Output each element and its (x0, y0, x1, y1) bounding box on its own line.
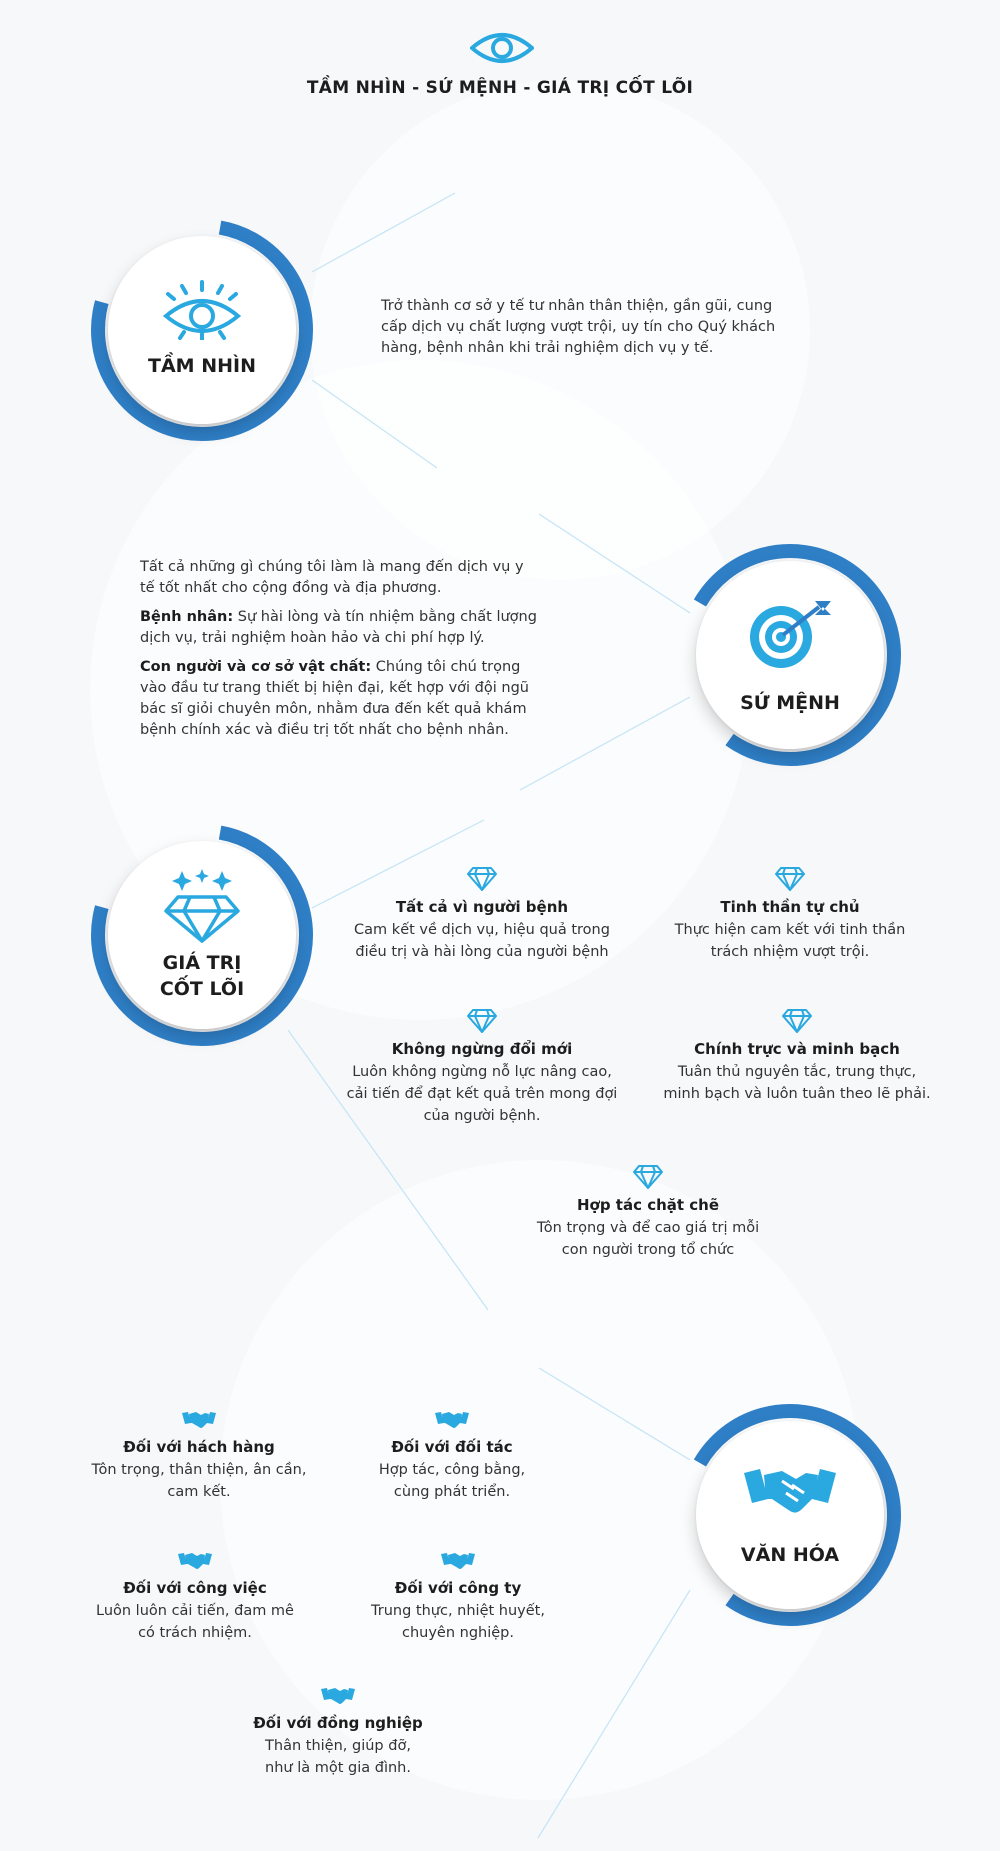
diamond-icon (632, 1164, 664, 1190)
handshake-icon (177, 1549, 213, 1573)
values-badge (108, 841, 296, 1029)
culture-desc-line: Thân thiện, giúp đỡ, (265, 1738, 411, 1754)
vision-circle (82, 210, 322, 450)
handshake-icon (320, 1684, 356, 1708)
value-title: Tinh thần tự chủ (720, 898, 860, 916)
value-desc-line: trách nhiệm vượt trội. (710, 944, 870, 960)
diamond-icon (774, 866, 806, 892)
mission-label: SỨ MỆNH (740, 692, 840, 714)
value-item (503, 1164, 793, 1260)
values-label-line2: CỐT LÕI (159, 978, 245, 1000)
value-item (645, 866, 935, 962)
culture-title: Đối với công việc (123, 1579, 267, 1597)
handshake-icon (181, 1408, 217, 1432)
value-desc-line: Luôn không ngừng nỗ lực nâng cao, (352, 1064, 612, 1080)
value-desc-line: cải tiến để đạt kết quả trên mong đợi (346, 1086, 618, 1102)
culture-desc-line: như là một gia đình. (265, 1760, 411, 1776)
mission-intro: Tất cả những gì chúng tôi làm là mang đến dịch vụ y tế tốt nhất cho cộng đồng và địa phương. (140, 559, 524, 596)
value-desc-line: Tôn trọng và để cao giá trị mỗi (536, 1220, 760, 1236)
mission-circle (670, 535, 910, 775)
diamond-icon (466, 866, 498, 892)
mission-patients (140, 607, 540, 649)
values-label-line1: GIÁ TRỊ (162, 952, 242, 974)
culture-desc-line: Tôn trọng, thân thiện, ân cần, (91, 1462, 307, 1478)
handshake-icon (440, 1549, 476, 1573)
culture-title: Đối với công ty (394, 1579, 522, 1597)
handshake-icon (742, 1459, 838, 1523)
value-title: Tất cả vì người bệnh (395, 898, 569, 916)
mission-people-label: Con người và cơ sở vật chất: (140, 659, 372, 675)
culture-desc-line: Hợp tác, công bằng, (378, 1462, 526, 1478)
value-title: Hợp tác chặt chẽ (576, 1196, 720, 1214)
eye-icon (162, 280, 242, 340)
value-desc-line: Thực hiện cam kết với tinh thần (674, 922, 906, 938)
culture-item (50, 1549, 340, 1643)
page-title: TẦM NHÌN - SỨ MỆNH - GIÁ TRỊ CỐT LÕI (306, 78, 694, 98)
mission-patients-label: Bệnh nhân: (140, 609, 234, 625)
culture-desc-line: cam kết. (167, 1484, 231, 1500)
value-desc-line: điều trị và hài lòng của người bệnh (355, 944, 609, 960)
value-title: Không ngừng đổi mới (391, 1040, 573, 1058)
culture-title: Đối với hách hàng (123, 1438, 275, 1456)
culture-desc-line: Luôn luôn cải tiến, đam mê (96, 1603, 294, 1619)
mission-patients-text: Sự hài lòng và tín nhiệm bằng chất lượng dịch vụ, trải nghiệm hoàn hảo và chi phí hợp lý. (140, 609, 537, 646)
value-desc-line: con người trong tổ chức (561, 1242, 735, 1258)
value-item (652, 1008, 942, 1104)
vision-text: Trở thành cơ sở y tế tư nhân thân thiện, gần gũi, cung cấp dịch vụ chất lượng vượt trội, uy tín cho Quý khách hàng, bệnh nhân khi trải nghiệm dịch vụ y tế. (381, 298, 776, 356)
value-desc-line: của người bệnh. (423, 1108, 541, 1124)
vision-badge (108, 236, 296, 424)
mission-badge (696, 561, 884, 749)
diamond-icon (781, 1008, 813, 1034)
culture-item (193, 1684, 483, 1778)
diamond-icon (466, 1008, 498, 1034)
value-desc-line: Tuân thủ nguyên tắc, trung thực, (677, 1064, 917, 1080)
mission-people (140, 657, 540, 741)
culture-circle (670, 1395, 910, 1635)
culture-label: VĂN HÓA (740, 1544, 840, 1566)
vision-label: TẦM NHÌN (148, 355, 256, 377)
culture-desc-line: chuyên nghiệp. (402, 1625, 514, 1641)
values-circle (82, 815, 322, 1055)
culture-badge (696, 1421, 884, 1609)
mission-text (140, 557, 540, 741)
culture-title: Đối với đồng nghiệp (253, 1714, 423, 1732)
culture-desc-line: có trách nhiệm. (138, 1625, 252, 1641)
value-item (337, 1008, 627, 1126)
eye-icon (470, 30, 534, 66)
handshake-icon (434, 1408, 470, 1432)
culture-item (313, 1549, 603, 1643)
value-item (337, 866, 627, 962)
value-title: Chính trực và minh bạch (694, 1040, 900, 1058)
value-desc-line: minh bạch và luôn tuân theo lẽ phải. (663, 1086, 931, 1102)
culture-item (54, 1408, 344, 1502)
mission-people-text: Chúng tôi chú trọng vào đầu tư trang thiết bị hiện đại, kết hợp với đội ngũ bác sĩ giỏi chuyên môn, nhằm đưa đến kết quả khám bệnh chính xác và điều trị tốt nhất cho bệnh nhân. (140, 659, 529, 738)
value-desc-line: Cam kết về dịch vụ, hiệu quả trong (354, 922, 610, 938)
target-icon (745, 597, 835, 671)
culture-desc-line: cùng phát triển. (393, 1484, 511, 1500)
diamond-icon (162, 869, 242, 943)
culture-title: Đối với đối tác (391, 1438, 513, 1456)
culture-desc-line: Trung thực, nhiệt huyết, (371, 1603, 545, 1619)
culture-item (307, 1408, 597, 1502)
